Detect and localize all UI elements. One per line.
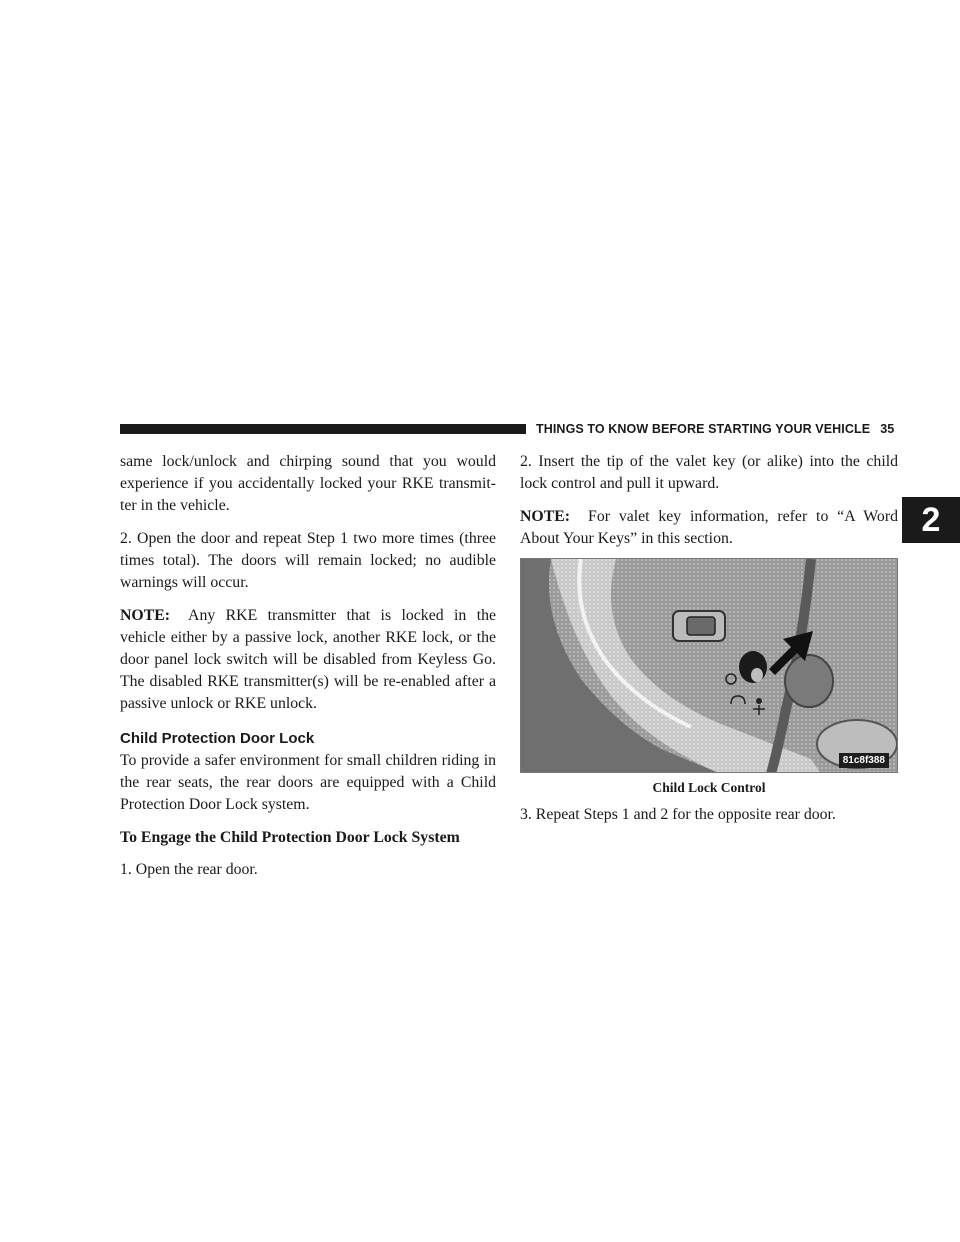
running-header — [536, 420, 900, 438]
section-heading: Child Protection Door Lock — [120, 730, 315, 747]
note-text: Any RKE transmitter that is locked in the vehicle either by a passive lock, another RKE lock, or the door panel lock switch will be disabled from Keyless Go. The disabled RKE transmitter(s) will be re-enabled after a passive unlock or RKE unlock. — [120, 607, 496, 712]
header-rule — [120, 424, 526, 434]
note-keyless-go — [120, 605, 496, 715]
subsection-heading: To Engage the Child Protection Door Lock System — [120, 829, 460, 846]
note-valet-key — [520, 506, 898, 550]
page-number: 35 — [880, 422, 895, 436]
left-column — [120, 451, 496, 892]
chapter-tab: 2 — [902, 497, 960, 543]
note-text: For valet key information, refer to “A Word About Your Keys” in this section. — [520, 508, 898, 547]
section-title: THINGS TO KNOW BEFORE STARTING YOUR VEHICLE — [536, 422, 871, 436]
paragraph-step-2-insert: 2. Insert the tip of the valet key (or alike) into the child lock control and pull it upward. — [520, 453, 898, 492]
figure-caption: Child Lock Control — [652, 780, 766, 795]
paragraph-step-3: 3. Repeat Steps 1 and 2 for the opposite rear door. — [520, 806, 836, 823]
child-lock-illustration — [521, 559, 898, 773]
note-label: NOTE: — [520, 508, 571, 525]
note-label: NOTE: — [120, 607, 171, 624]
paragraph-step-2: 2. Open the door and repeat Step 1 two more times (three times total). The doors will remain locked; no audible warnings will occur. — [120, 530, 496, 591]
paragraph-step-1: 1. Open the rear door. — [120, 861, 258, 878]
child-lock-figure — [520, 558, 898, 773]
figure-code: 81c8f388 — [839, 753, 889, 768]
right-column — [520, 451, 898, 837]
paragraph-intro: To provide a safer environment for small children riding in the rear seats, the rear doors are equipped with a Child Protection Door Lock system. — [120, 752, 496, 813]
paragraph-continuation: same lock/unlock and chirping sound that you would experience if you accidentally locked your RKE transmit-ter in the vehicle. — [120, 453, 496, 514]
